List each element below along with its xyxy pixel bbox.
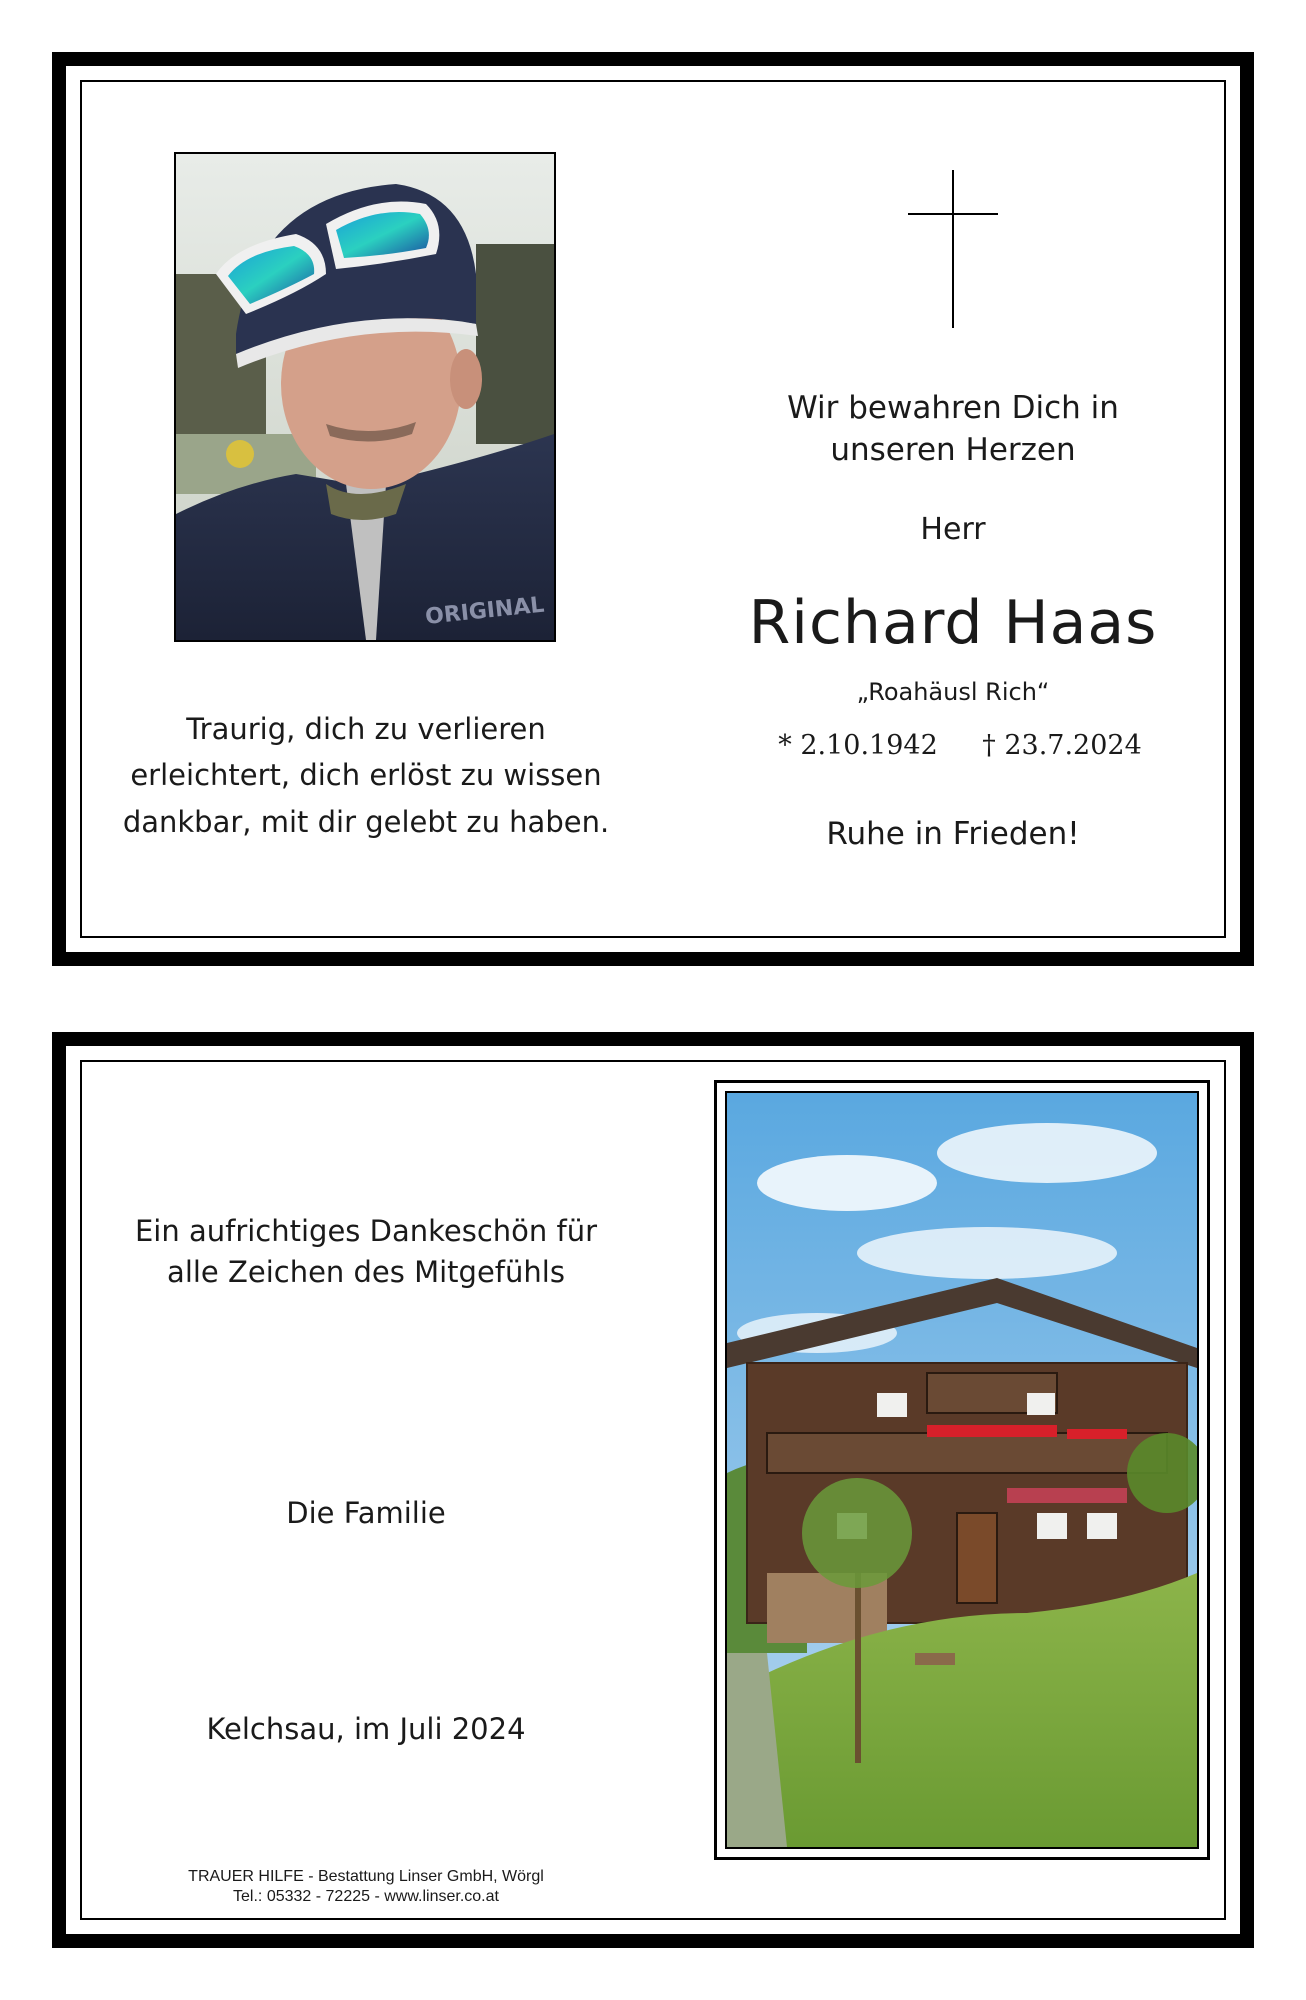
jacket-lettering: ORIGINAL [424, 592, 546, 630]
quote-line-2: erleichtert, dich erlöst zu wissen [130, 758, 602, 792]
heading-line-2: unseren Herzen [830, 432, 1076, 468]
front-card [52, 52, 1254, 966]
back-card-mat [66, 1046, 1240, 1934]
heading-line-1: Wir bewahren Dich in [787, 390, 1119, 426]
salutation: Herr [920, 512, 986, 547]
deceased-name: Richard Haas [748, 588, 1158, 658]
quote-line-3: dankbar, mit dir gelebt zu haben. [122, 805, 610, 839]
death-date: † 23.7.2024 [982, 730, 1142, 761]
closing-text: Ruhe in Frieden! [826, 816, 1080, 852]
quote-line-1: Traurig, dich zu verlieren [186, 712, 546, 746]
footer-line-1: TRAUER HILFE - Bestattung Linser GmbH, Wörgl [188, 1868, 544, 1885]
back-card-inner-frame [80, 1060, 1226, 1920]
thanks-line-1: Ein aufrichtiges Dankeschön für [134, 1214, 598, 1248]
birth-date: * 2.10.1942 [778, 730, 938, 761]
front-card-mat [66, 66, 1240, 952]
family-signature: Die Familie [286, 1496, 446, 1530]
footer-line-2: Tel.: 05332 - 72225 - www.linser.co.at [233, 1888, 499, 1905]
thanks-line-2: alle Zeichen des Mitgefühls [167, 1255, 565, 1289]
farmhouse-photo [714, 1080, 1210, 1860]
cross-icon [908, 170, 998, 328]
portrait-photo [174, 152, 556, 642]
front-card-inner-frame [80, 80, 1226, 938]
nickname: „Roahäusl Rich“ [856, 678, 1050, 706]
back-card [52, 1032, 1254, 1948]
place-date: Kelchsau, im Juli 2024 [206, 1712, 526, 1746]
